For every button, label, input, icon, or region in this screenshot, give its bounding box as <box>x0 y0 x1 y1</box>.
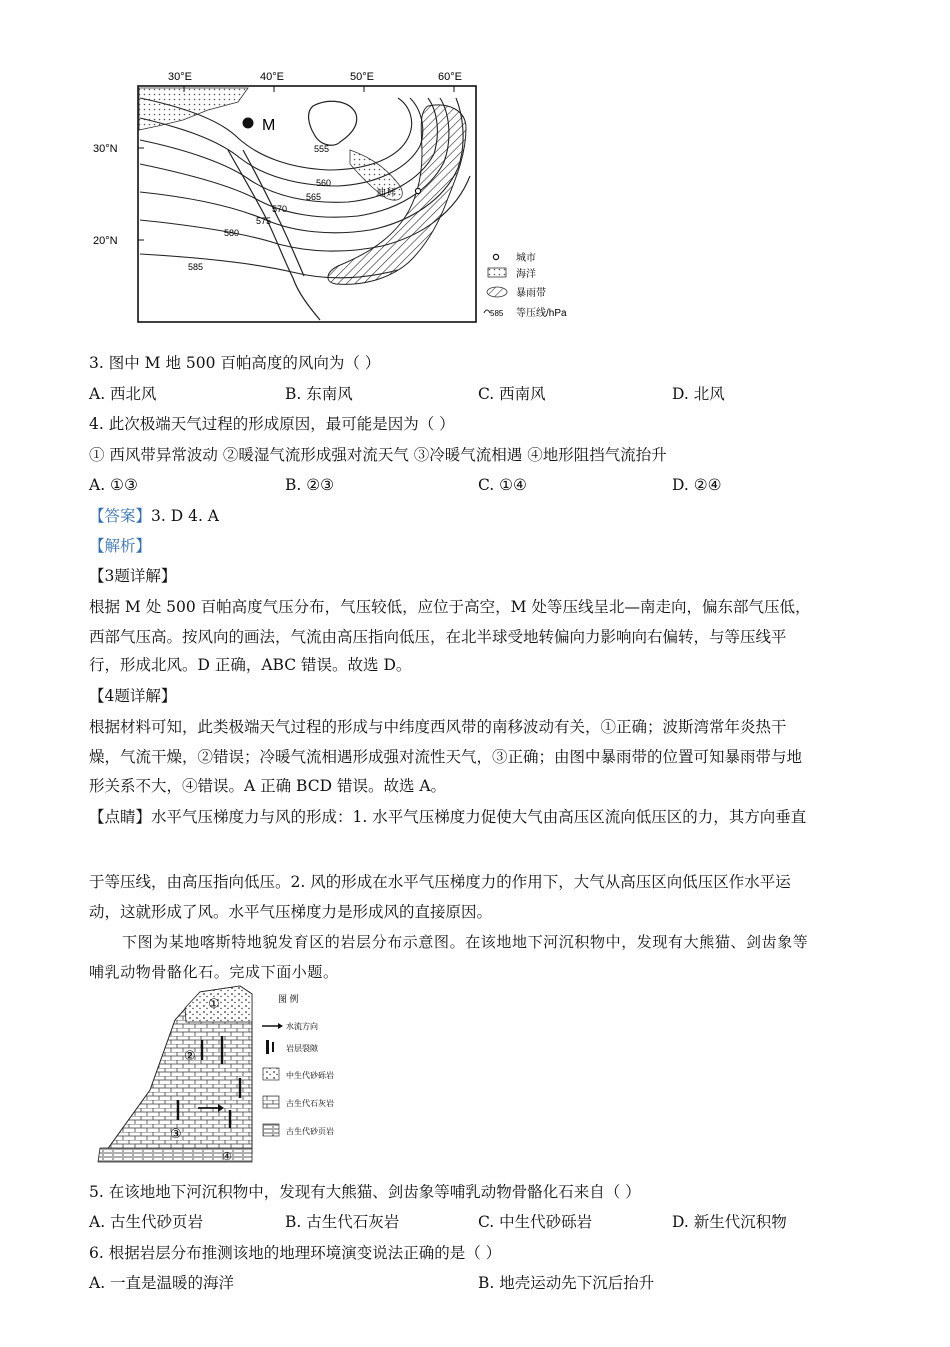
analysis-tag: 【解析】 <box>89 537 152 555</box>
intro-line: 哺乳动物骨骼化石。完成下面小题。 <box>89 963 339 981</box>
legend-label: 岩层裂隙 <box>286 1044 318 1053</box>
karst-strata-diagram <box>90 980 340 1170</box>
city-label: 迪拜 <box>376 188 396 199</box>
crack-icon <box>266 1040 269 1054</box>
question-6-stem: 6. 根据岩层分布推测该地的地理环境演变说法正确的是（ ） <box>89 1244 502 1262</box>
point-m-label: M <box>262 117 276 134</box>
rainstorm-hatch-icon <box>487 287 507 297</box>
layer-mark: ② <box>184 1048 196 1063</box>
q3-detail-tag: 【3题详解】 <box>89 567 177 585</box>
isobar-map <box>88 58 598 330</box>
lon-label: 30°E <box>168 71 192 83</box>
q3-detail-line: 根据 M 处 500 百帕高度气压分布，气压较低，应位于高空，M 处等压线呈北—南走向，偏东部气压低， <box>89 598 811 616</box>
q3-detail-line: 西部气压高。按风向的画法，气流由高压指向低压，在北半球受地转偏向力影响向右偏转，与等压线平 <box>89 628 787 646</box>
isobar-label: 565 <box>306 192 322 202</box>
answer-text: 3. D 4. A <box>151 507 219 525</box>
arrow-head-icon <box>278 1023 283 1029</box>
legend-label: 中生代砂砾岩 <box>286 1071 334 1080</box>
q4-option-b[interactable]: B. ②③ <box>285 476 335 494</box>
city-dot-icon <box>493 254 498 259</box>
q4-option-d[interactable]: D. ②④ <box>672 476 722 494</box>
lon-label: 60°E <box>438 71 462 83</box>
q4-detail-tag: 【4题详解】 <box>89 687 177 705</box>
legend-label: 暴雨带 <box>516 288 546 299</box>
question-4-items: ① 西风带异常波动 ②暖湿气流形成强对流天气 ③冷暖气流相遇 ④地形阻挡气流抬升 <box>89 446 667 464</box>
q3-option-b[interactable]: B. 东南风 <box>285 385 353 403</box>
tip-line: 动，这就形成了风。水平气压梯度力是形成风的直接原因。 <box>89 903 493 921</box>
q3-option-d[interactable]: D. 北风 <box>672 385 725 403</box>
q6-option-a[interactable]: A. 一直是温暖的海洋 <box>89 1274 235 1292</box>
legend-label: 古生代砂页岩 <box>286 1127 334 1136</box>
point-m-marker <box>243 118 254 129</box>
isobar-label: 560 <box>316 178 332 188</box>
isobar-label: 575 <box>256 216 272 226</box>
q5-option-b[interactable]: B. 古生代石灰岩 <box>285 1213 400 1231</box>
legend-label: 水流方向 <box>286 1022 318 1031</box>
q5-option-d[interactable]: D. 新生代沉积物 <box>672 1213 787 1231</box>
q4-detail-line: 燥，气流干燥，②错误；冷暖气流相遇形成强对流性天气，③正确；由图中暴雨带的位置可知暴雨带与地 <box>89 748 803 766</box>
tip-text: 水平气压梯度力与风的形成：1. 水平气压梯度力促使大气由高压区流向低压区的力，其方向垂直 <box>151 808 807 826</box>
q5-option-a[interactable]: A. 古生代砂页岩 <box>89 1213 204 1231</box>
isobar-label: 585 <box>188 262 204 272</box>
lat-label: 30°N <box>93 143 118 155</box>
gravel-swatch-icon <box>263 1068 279 1080</box>
tip-line <box>89 807 806 827</box>
answer-tag: 【答案】 <box>89 507 152 525</box>
question-4-stem: 4. 此次极端天气过程的形成原因，最可能是因为（ ） <box>89 415 455 433</box>
layer-mark: ④ <box>222 1151 232 1163</box>
question-5-stem: 5. 在该地地下河沉积物中，发现有大熊猫、剑齿象等哺乳动物骨骼化石来自（ ） <box>89 1183 641 1201</box>
q5-option-c[interactable]: C. 中生代砂砾岩 <box>478 1213 593 1231</box>
legend-label: 等压线/hPa <box>516 308 567 319</box>
tip-line: 于等压线，由高压指向低压。2. 风的形成在水平气压梯度力的作用下，大气从高压区向低压区作水平运 <box>89 873 791 891</box>
q4-detail-line: 根据材料可知，此类极端天气过程的形成与中纬度西风带的南移波动有关，①正确；波斯湾常年炎热干 <box>89 718 787 736</box>
q4-detail-line: 形关系不大，④错误。A 正确 BCD 错误。故选 A。 <box>89 777 447 795</box>
question-3-stem: 3. 图中 M 地 500 百帕高度的风向为（ ） <box>89 354 381 372</box>
isobar-label: 570 <box>272 204 288 214</box>
ocean-hatch-icon <box>488 268 506 277</box>
q6-option-b[interactable]: B. 地壳运动先下沉后抬升 <box>478 1274 655 1292</box>
crack-icon <box>272 1042 274 1052</box>
q4-option-a[interactable]: A. ①③ <box>89 476 138 494</box>
legend-sample: 585 <box>490 309 504 318</box>
lon-label: 50°E <box>350 71 374 83</box>
legend-label: 城市 <box>516 253 536 264</box>
intro-line: 下图为某地喀斯特地貌发育区的岩层分布示意图。在该地地下河沉积物中，发现有大熊猫、剑齿象等 <box>122 933 809 951</box>
q4-option-c[interactable]: C. ①④ <box>478 476 527 494</box>
answer-line <box>89 506 219 526</box>
q3-option-a[interactable]: A. 西北风 <box>89 385 157 403</box>
q3-detail-line: 行，形成北风。D 正确，ABC 错误。故选 D。 <box>89 656 412 674</box>
lat-label: 20°N <box>93 235 118 247</box>
isobar-label: 555 <box>314 144 330 154</box>
layer-mark: ① <box>208 996 220 1011</box>
layer-mark: ③ <box>170 1126 182 1141</box>
legend-label: 海洋 <box>516 269 536 280</box>
city-marker <box>415 188 420 193</box>
legend-label: 古生代石灰岩 <box>286 1099 334 1108</box>
tip-tag: 【点睛】 <box>89 808 152 826</box>
lon-label: 40°E <box>260 71 284 83</box>
limestone-swatch-icon <box>263 1096 279 1108</box>
q3-option-c[interactable]: C. 西南风 <box>478 385 546 403</box>
isobar-label: 580 <box>224 228 240 238</box>
map-legend <box>484 251 567 319</box>
shale-swatch-icon <box>263 1124 279 1136</box>
legend-title: 图 例 <box>278 994 299 1004</box>
